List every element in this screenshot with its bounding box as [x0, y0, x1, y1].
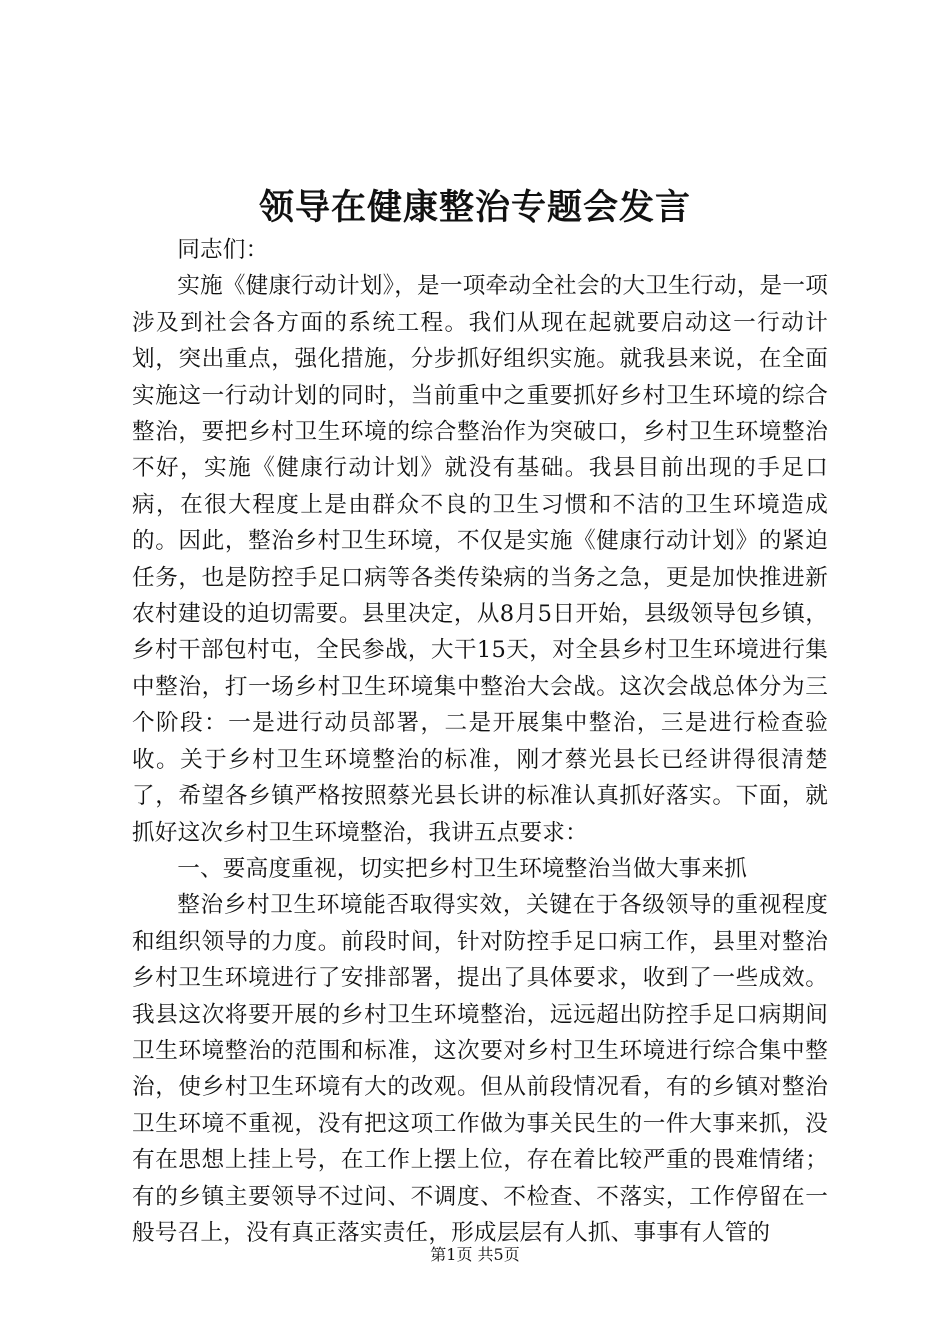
salutation: 同志们： — [177, 237, 269, 263]
paragraph: 整治乡村卫生环境能否取得实效，关键在于各级领导的重视程度和组织领导的力度。前段时间，针对防控手足口病工作，县里对整治乡村卫生环境进行了安排部署，提出了具体要求，收到了一些成效。我县这次将要开展的乡村卫生环境整治，远远超出防控手足口病期间卫生环境整治的范围和标准，这次要对乡村卫生环境进行综合集中整治，使乡村卫生环境有大的改观。但从前段情况看，有的乡镇对整治卫生环境不重视，没有把这项工作做为事关民生的一件大事来抓，没有在思想上挂上号，在工作上摆上位，存在着比较严重的畏难情绪；有的乡镇主要领导不过问、不调度、不检查、不落实，工作停留在一般号召上，没有真正落实责任，形成层层有人抓、事事有人管的 — [132, 892, 828, 1246]
document-body — [132, 232, 828, 1251]
document-title: 领导在健康整治专题会发言 — [258, 187, 691, 228]
page-number-footer: 第1页 共5页 — [430, 1245, 520, 1264]
paragraph: 实施《健康行动计划》，是一项牵动全社会的大卫生行动，是一项涉及到社会各方面的系统工程。我们从现在起就要启动这一行动计划，突出重点，强化措施，分步抓好组织实施。就我县来说，在全面实施这一行动计划的同时，当前重中之重要抓好乡村卫生环境的综合整治，要把乡村卫生环境的综合整治作为突破口，乡村卫生环境整治不好，实施《健康行动计划》就没有基础。我县目前出现的手足口病，在很大程度上是由群众不良的卫生习惯和不洁的卫生环境造成的。因此，整治乡村卫生环境，不仅是实施《健康行动计划》的紧迫任务，也是防控手足口病等各类传染病的当务之急，更是加快推进新农村建设的迫切需要。县里决定，从8月5日开始，县级领导包乡镇，乡村干部包村屯，全民参战，大干15天，对全县乡村卫生环境进行集中整治，打一场乡村卫生环境集中整治大会战。这次会战总体分为三个阶段：一是进行动员部署，二是开展集中整治，三是进行检查验收。关于乡村卫生环境整治的标准，刚才蔡光县长已经讲得很清楚了，希望各乡镇严格按照蔡光县长讲的标准认真抓好落实。下面，就抓好这次乡村卫生环境整治，我讲五点要求： — [132, 273, 828, 846]
section-heading: 一、要高度重视，切实把乡村卫生环境整治当做大事来抓 — [177, 855, 748, 882]
